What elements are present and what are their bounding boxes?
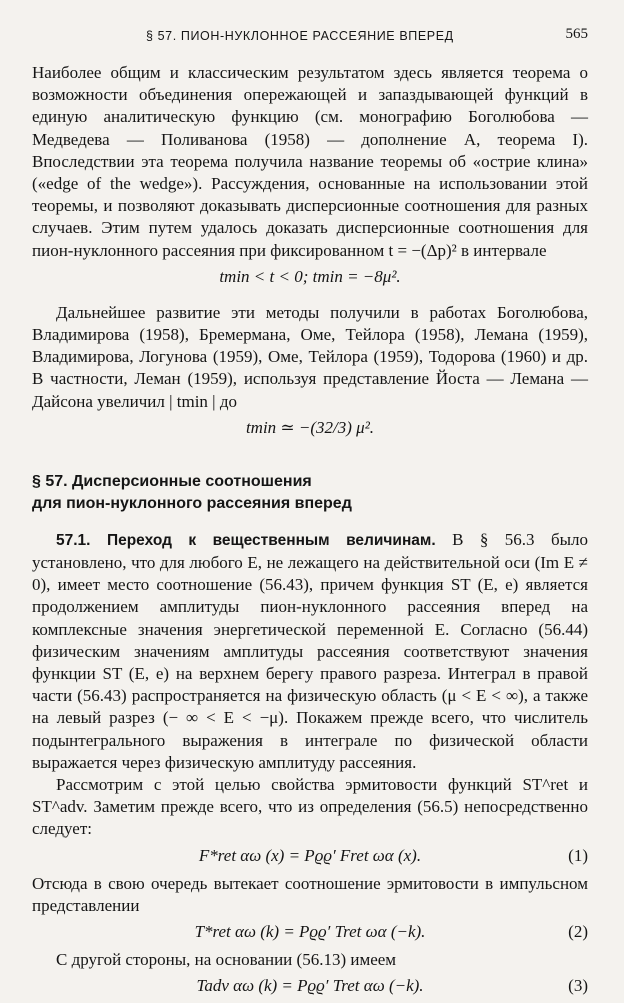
formula-2 — [32, 919, 588, 945]
equation-number-3: (3) — [568, 976, 588, 996]
equation-number-2: (2) — [568, 922, 588, 942]
equation-number-1: (1) — [568, 845, 588, 865]
subsection-heading: 57.1. Переход к вещественным величинам. — [56, 531, 436, 549]
paragraph-hermiticity: Рассмотрим с этой целью свойства эрмитовости функций ST^ret и ST^adv. Заметим прежде всего, что из определения (56.5) непосредственно следует: — [32, 775, 588, 839]
section-title — [32, 471, 588, 515]
section-title-line-2: для пион-нуклонного рассеяния вперед — [32, 494, 352, 512]
paragraph-real-quantities-text: В § 56.3 было установлено, что для любого E, не лежащего на действительной оси (Im E ≠ 0), имеет место соотношение (56.43), причем функция ST (E, e) является продолжением амплитуды пион-нуклонного рассеяния вперед на комплексные значения энергетической переменной E. Согласно (56.44) физическим значениям амплитуды рассеяния соответствуют значения функции ST (E, e) на верхнем берегу правого разреза. Интеграл в правой части (56.43) распространяется на физическую область (μ < E < ∞), а также на левый разрез (− ∞ < E < −μ). Покажем прежде всего, что числитель подынтегрального выражения в интеграле по физической области выражается через физическую амплитуду рассеяния. — [32, 529, 588, 772]
paragraph-theorem: Наиболее общим и классическим результатом здесь является теорема о возможности объединения опережающей и запаздывающей функций в единую аналитическую функцию (см. монографию Боголюбова — Медведева — Поливанова (1958) — дополнение А, теорема I). Впоследствии эта теорема получила название теоремы об «острие клина» («edge of the wedge»). Рассуждения, основанные на использовании этой теоремы, и позволяют доказывать дисперсионные соотношения для разных случаев. Этим путем удалось доказать дисперсионные соотношения для пион-нуклонного рассеяния при фиксированном t = −(Δp)² в интервале — [32, 63, 588, 260]
formula-1 — [32, 843, 588, 869]
paragraph-momentum: Отсюда в свою очередь вытекает соотношение эрмитовости в импульсном представлении — [32, 873, 588, 915]
paragraph-real-quantities — [32, 529, 588, 774]
paragraph-other-side: С другой стороны, на основании (56.13) имеем — [56, 950, 397, 970]
page-number: 565 — [565, 26, 588, 42]
page-body — [32, 62, 588, 1003]
formula-3-body: Tadv αω (k) = Pϱϱ′ Tret αω (−k). — [196, 976, 424, 996]
formula-2-body: T*ret αω (k) = Pϱϱ′ Tret ωα (−k). — [194, 922, 426, 942]
paragraph-development: Дальнейшее развитие эти методы получили в работах Боголюбова, Владимирова (1958), Бремермана, Оме, Тейлора (1958), Лемана (1959), Владимирова, Логунова (1959), Оме, Тейлора (1959), Тодорова (1960) и др. В частности, Леман (1959), используя представление Йоста — Лемана — Дайсона увеличил | tmin | до — [32, 302, 588, 411]
formula-tmin-interval: tmin < t < 0; tmin = −8μ². — [219, 266, 401, 286]
formula-tmin-lehmann: tmin ≃ −(32/3) μ². — [245, 417, 375, 437]
formula-3 — [32, 973, 588, 999]
running-head: § 57. ПИОН-НУКЛОННОЕ РАССЕЯНИЕ ВПЕРЕД — [146, 29, 454, 43]
formula-1-body: F*ret αω (x) = Pϱϱ′ Fret ωα (x). — [198, 845, 422, 865]
page-header — [0, 26, 624, 48]
section-title-line-1: § 57. Дисперсионные соотношения — [32, 472, 312, 490]
